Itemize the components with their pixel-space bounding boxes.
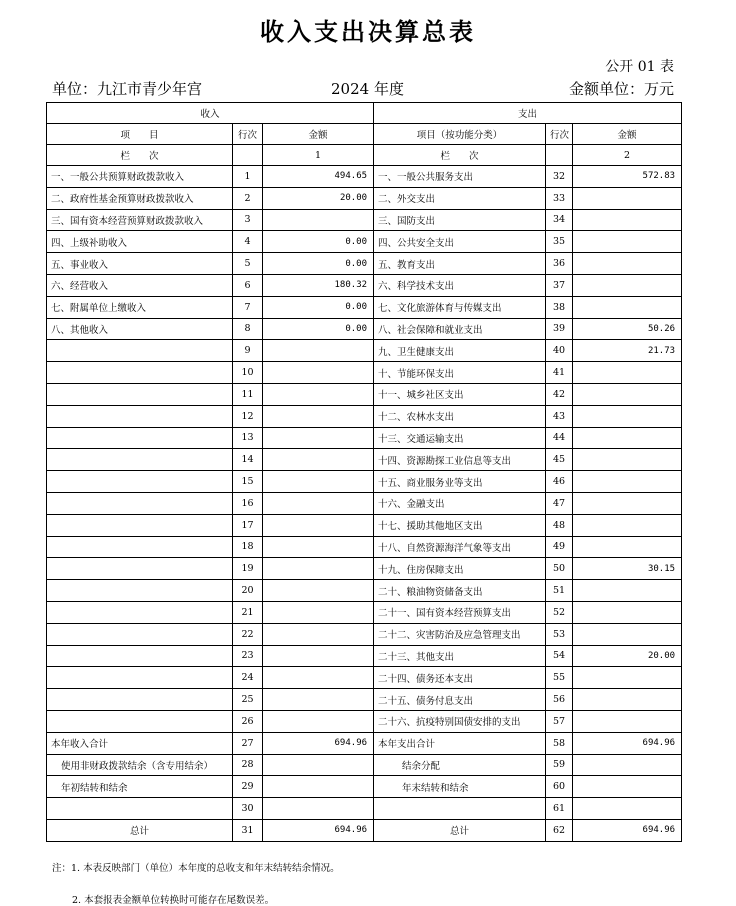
expense-item-cell: 年末结转和结余 bbox=[374, 776, 546, 798]
table-row bbox=[47, 754, 682, 776]
expense-item-cell: 五、教育支出 bbox=[374, 253, 546, 275]
expense-amount-cell bbox=[573, 274, 682, 296]
expense-item-cell: 十三、交通运输支出 bbox=[374, 427, 546, 449]
expense-amount-cell bbox=[573, 405, 682, 427]
expense-amount-cell bbox=[573, 362, 682, 384]
income-item-header: 项 目 bbox=[47, 124, 233, 145]
income-line-cell: 24 bbox=[233, 667, 263, 689]
expense-amount-cell: 21.73 bbox=[573, 340, 682, 362]
table-row bbox=[47, 427, 682, 449]
expense-amount-cell bbox=[573, 710, 682, 732]
expense-item-cell: 本年支出合计 bbox=[374, 732, 546, 754]
expense-amount-cell bbox=[573, 536, 682, 558]
table-row bbox=[47, 645, 682, 667]
table-row bbox=[47, 231, 682, 253]
expense-line-cell: 35 bbox=[546, 231, 573, 253]
expense-line-cell: 51 bbox=[546, 580, 573, 602]
expense-amount-cell bbox=[573, 471, 682, 493]
expense-line-cell: 61 bbox=[546, 798, 573, 820]
income-line-cell: 13 bbox=[233, 427, 263, 449]
expense-item-cell: 十七、援助其他地区支出 bbox=[374, 514, 546, 536]
income-item-cell: 本年收入合计 bbox=[47, 732, 233, 754]
table-row bbox=[47, 667, 682, 689]
income-item-cell: 六、经营收入 bbox=[47, 274, 233, 296]
income-amount-cell bbox=[263, 383, 374, 405]
income-amount-cell bbox=[263, 514, 374, 536]
expense-item-cell: 八、社会保障和就业支出 bbox=[374, 318, 546, 340]
income-line-cell: 22 bbox=[233, 623, 263, 645]
expense-item-cell: 七、文化旅游体育与传媒支出 bbox=[374, 296, 546, 318]
expense-amount-cell bbox=[573, 514, 682, 536]
expense-line-cell: 45 bbox=[546, 449, 573, 471]
table-row bbox=[47, 209, 682, 231]
unit-name: 单位：九江市青少年宫 bbox=[52, 80, 203, 98]
income-col-line-blank bbox=[233, 145, 263, 166]
income-amount-cell bbox=[263, 580, 374, 602]
summary-table bbox=[46, 102, 682, 842]
expense-item-cell: 十四、资源勘探工业信息等支出 bbox=[374, 449, 546, 471]
income-line-cell: 29 bbox=[233, 776, 263, 798]
expense-line-cell: 58 bbox=[546, 732, 573, 754]
expense-amount-cell bbox=[573, 209, 682, 231]
fiscal-year: 2024 年度 bbox=[331, 80, 404, 98]
expense-line-cell: 42 bbox=[546, 383, 573, 405]
expense-amount-cell bbox=[573, 231, 682, 253]
page-title: 收入支出决算总表 bbox=[260, 18, 476, 46]
income-amount-cell: 0.00 bbox=[263, 231, 374, 253]
income-line-cell: 23 bbox=[233, 645, 263, 667]
expense-line-cell: 56 bbox=[546, 689, 573, 711]
header-row-sections bbox=[47, 103, 682, 124]
income-item-cell bbox=[47, 449, 233, 471]
income-line-cell: 20 bbox=[233, 580, 263, 602]
income-line-cell: 6 bbox=[233, 274, 263, 296]
income-line-cell: 30 bbox=[233, 798, 263, 820]
expense-item-cell: 二、外交支出 bbox=[374, 187, 546, 209]
form-number: 公开 01 表 bbox=[605, 59, 674, 75]
expense-amount-cell bbox=[573, 754, 682, 776]
table-row bbox=[47, 187, 682, 209]
expense-amount-header: 金额 bbox=[573, 124, 682, 145]
income-item-cell bbox=[47, 427, 233, 449]
expense-item-cell: 二十、粮油物资储备支出 bbox=[374, 580, 546, 602]
expense-item-cell: 二十三、其他支出 bbox=[374, 645, 546, 667]
expense-line-cell: 32 bbox=[546, 166, 573, 188]
expense-amount-cell: 694.96 bbox=[573, 732, 682, 754]
table-row bbox=[47, 710, 682, 732]
income-amount-cell bbox=[263, 689, 374, 711]
income-item-cell: 二、政府性基金预算财政拨款收入 bbox=[47, 187, 233, 209]
income-amount-cell: 694.96 bbox=[263, 732, 374, 754]
income-item-cell: 一、一般公共预算财政拨款收入 bbox=[47, 166, 233, 188]
expense-item-cell: 十二、农林水支出 bbox=[374, 405, 546, 427]
income-item-cell: 五、事业收入 bbox=[47, 253, 233, 275]
expense-amount-cell bbox=[573, 623, 682, 645]
expense-line-cell: 46 bbox=[546, 471, 573, 493]
expense-line-cell: 36 bbox=[546, 253, 573, 275]
expense-item-header: 项目（按功能分类） bbox=[374, 124, 546, 145]
income-item-cell bbox=[47, 667, 233, 689]
table-row bbox=[47, 166, 682, 188]
expense-amount-cell bbox=[573, 580, 682, 602]
expense-item-cell: 十五、商业服务业等支出 bbox=[374, 471, 546, 493]
table-row bbox=[47, 776, 682, 798]
expense-line-cell: 55 bbox=[546, 667, 573, 689]
income-line-cell: 5 bbox=[233, 253, 263, 275]
income-item-cell bbox=[47, 798, 233, 820]
income-line-cell: 28 bbox=[233, 754, 263, 776]
income-amount-cell: 494.65 bbox=[263, 166, 374, 188]
table-row bbox=[47, 296, 682, 318]
expense-line-cell: 62 bbox=[546, 819, 573, 841]
income-line-cell: 19 bbox=[233, 558, 263, 580]
expense-amount-cell: 572.83 bbox=[573, 166, 682, 188]
table-row bbox=[47, 558, 682, 580]
income-line-cell: 9 bbox=[233, 340, 263, 362]
income-line-cell: 25 bbox=[233, 689, 263, 711]
expense-amount-cell bbox=[573, 776, 682, 798]
income-amount-cell bbox=[263, 645, 374, 667]
income-amount-cell bbox=[263, 667, 374, 689]
expense-amount-cell bbox=[573, 187, 682, 209]
income-item-cell: 四、上级补助收入 bbox=[47, 231, 233, 253]
expense-line-cell: 48 bbox=[546, 514, 573, 536]
income-amount-cell bbox=[263, 601, 374, 623]
header-row-column-numbers bbox=[47, 145, 682, 166]
header-row-columns bbox=[47, 124, 682, 145]
expense-line-cell: 34 bbox=[546, 209, 573, 231]
expense-item-cell: 二十五、债务付息支出 bbox=[374, 689, 546, 711]
income-line-cell: 26 bbox=[233, 710, 263, 732]
expense-line-cell: 40 bbox=[546, 340, 573, 362]
table-row bbox=[47, 383, 682, 405]
expense-line-cell: 44 bbox=[546, 427, 573, 449]
income-amount-cell bbox=[263, 405, 374, 427]
expense-amount-cell bbox=[573, 689, 682, 711]
expense-item-cell: 六、科学技术支出 bbox=[374, 274, 546, 296]
income-item-cell: 三、国有资本经营预算财政拨款收入 bbox=[47, 209, 233, 231]
expense-amount-cell: 30.15 bbox=[573, 558, 682, 580]
income-amount-cell bbox=[263, 558, 374, 580]
income-amount-cell bbox=[263, 798, 374, 820]
expense-amount-cell bbox=[573, 253, 682, 275]
expense-section-header: 支出 bbox=[374, 103, 682, 124]
income-line-header: 行次 bbox=[233, 124, 263, 145]
income-line-cell: 16 bbox=[233, 492, 263, 514]
income-amount-cell: 694.96 bbox=[263, 819, 374, 841]
expense-item-cell: 总计 bbox=[374, 819, 546, 841]
table-row bbox=[47, 580, 682, 602]
income-line-cell: 12 bbox=[233, 405, 263, 427]
income-item-cell bbox=[47, 580, 233, 602]
expense-item-cell: 十九、住房保障支出 bbox=[374, 558, 546, 580]
expense-item-cell: 十六、金融支出 bbox=[374, 492, 546, 514]
expense-line-cell: 33 bbox=[546, 187, 573, 209]
income-item-cell bbox=[47, 710, 233, 732]
expense-line-cell: 60 bbox=[546, 776, 573, 798]
expense-item-cell: 十八、自然资源海洋气象等支出 bbox=[374, 536, 546, 558]
income-line-cell: 7 bbox=[233, 296, 263, 318]
expense-line-cell: 37 bbox=[546, 274, 573, 296]
expense-amount-cell bbox=[573, 667, 682, 689]
table-row bbox=[47, 623, 682, 645]
expense-amount-cell bbox=[573, 449, 682, 471]
expense-amount-cell bbox=[573, 427, 682, 449]
income-line-cell: 14 bbox=[233, 449, 263, 471]
income-amount-cell bbox=[263, 209, 374, 231]
income-item-cell bbox=[47, 601, 233, 623]
expense-col-line-blank bbox=[546, 145, 573, 166]
expense-item-cell: 四、公共安全支出 bbox=[374, 231, 546, 253]
income-amount-cell: 0.00 bbox=[263, 253, 374, 275]
note-1: 注：1. 本表反映部门（单位）本年度的总收支和年末结转结余情况。 bbox=[52, 863, 340, 874]
income-amount-cell: 20.00 bbox=[263, 187, 374, 209]
expense-amount-cell bbox=[573, 798, 682, 820]
income-amount-cell bbox=[263, 340, 374, 362]
income-item-cell: 总计 bbox=[47, 819, 233, 841]
income-item-cell bbox=[47, 689, 233, 711]
expense-item-cell: 二十六、抗疫特别国债安排的支出 bbox=[374, 710, 546, 732]
expense-line-cell: 41 bbox=[546, 362, 573, 384]
expense-line-cell: 52 bbox=[546, 601, 573, 623]
income-line-cell: 11 bbox=[233, 383, 263, 405]
income-item-cell: 年初结转和结余 bbox=[47, 776, 233, 798]
expense-amount-cell bbox=[573, 296, 682, 318]
table-row bbox=[47, 492, 682, 514]
note-2: 2. 本套报表金额单位转换时可能存在尾数误差。 bbox=[72, 895, 275, 906]
table-row bbox=[47, 536, 682, 558]
income-line-cell: 17 bbox=[233, 514, 263, 536]
income-amount-cell: 0.00 bbox=[263, 296, 374, 318]
table-row bbox=[47, 819, 682, 841]
expense-item-cell: 二十四、债务还本支出 bbox=[374, 667, 546, 689]
table-row bbox=[47, 514, 682, 536]
expense-amount-cell bbox=[573, 383, 682, 405]
expense-item-cell: 三、国防支出 bbox=[374, 209, 546, 231]
expense-line-cell: 54 bbox=[546, 645, 573, 667]
table-row bbox=[47, 274, 682, 296]
income-amount-cell bbox=[263, 776, 374, 798]
income-amount-cell: 0.00 bbox=[263, 318, 374, 340]
income-item-cell bbox=[47, 405, 233, 427]
expense-line-cell: 50 bbox=[546, 558, 573, 580]
income-amount-cell bbox=[263, 362, 374, 384]
expense-item-cell: 结余分配 bbox=[374, 754, 546, 776]
money-unit: 金额单位：万元 bbox=[568, 80, 674, 98]
income-line-cell: 1 bbox=[233, 166, 263, 188]
income-line-cell: 10 bbox=[233, 362, 263, 384]
table-row bbox=[47, 318, 682, 340]
income-amount-cell bbox=[263, 471, 374, 493]
income-amount-cell bbox=[263, 449, 374, 471]
expense-line-cell: 53 bbox=[546, 623, 573, 645]
expense-line-cell: 47 bbox=[546, 492, 573, 514]
income-amount-cell bbox=[263, 710, 374, 732]
income-item-cell bbox=[47, 623, 233, 645]
income-item-cell bbox=[47, 645, 233, 667]
table-row bbox=[47, 798, 682, 820]
expense-item-cell: 九、卫生健康支出 bbox=[374, 340, 546, 362]
table-row bbox=[47, 601, 682, 623]
income-item-cell bbox=[47, 471, 233, 493]
income-amount-cell bbox=[263, 536, 374, 558]
expense-amount-cell: 694.96 bbox=[573, 819, 682, 841]
expense-item-cell: 一、一般公共服务支出 bbox=[374, 166, 546, 188]
table-row bbox=[47, 362, 682, 384]
income-item-cell bbox=[47, 383, 233, 405]
expense-amount-cell bbox=[573, 492, 682, 514]
expense-item-cell: 二十一、国有资本经营预算支出 bbox=[374, 601, 546, 623]
income-amount-cell bbox=[263, 754, 374, 776]
expense-col-label: 栏 次 bbox=[374, 145, 546, 166]
table-row bbox=[47, 405, 682, 427]
income-line-cell: 18 bbox=[233, 536, 263, 558]
expense-line-cell: 49 bbox=[546, 536, 573, 558]
income-item-cell: 七、附属单位上缴收入 bbox=[47, 296, 233, 318]
expense-amount-cell: 20.00 bbox=[573, 645, 682, 667]
income-item-cell: 八、其他收入 bbox=[47, 318, 233, 340]
income-line-cell: 2 bbox=[233, 187, 263, 209]
table-row bbox=[47, 732, 682, 754]
income-item-cell bbox=[47, 492, 233, 514]
income-item-cell bbox=[47, 536, 233, 558]
table-row bbox=[47, 449, 682, 471]
income-line-cell: 8 bbox=[233, 318, 263, 340]
expense-line-header: 行次 bbox=[546, 124, 573, 145]
expense-line-cell: 59 bbox=[546, 754, 573, 776]
income-line-cell: 31 bbox=[233, 819, 263, 841]
expense-item-cell: 二十二、灾害防治及应急管理支出 bbox=[374, 623, 546, 645]
income-item-cell bbox=[47, 558, 233, 580]
table-row bbox=[47, 340, 682, 362]
income-item-cell bbox=[47, 514, 233, 536]
expense-item-cell bbox=[374, 798, 546, 820]
income-line-cell: 4 bbox=[233, 231, 263, 253]
income-section-header: 收入 bbox=[47, 103, 374, 124]
expense-item-cell: 十一、城乡社区支出 bbox=[374, 383, 546, 405]
expense-line-cell: 57 bbox=[546, 710, 573, 732]
expense-line-cell: 38 bbox=[546, 296, 573, 318]
income-amount-cell: 180.32 bbox=[263, 274, 374, 296]
expense-col-number: 2 bbox=[573, 145, 682, 166]
table-row bbox=[47, 253, 682, 275]
income-amount-cell bbox=[263, 492, 374, 514]
income-amount-header: 金额 bbox=[263, 124, 374, 145]
expense-line-cell: 43 bbox=[546, 405, 573, 427]
income-amount-cell bbox=[263, 427, 374, 449]
income-item-cell bbox=[47, 340, 233, 362]
income-line-cell: 15 bbox=[233, 471, 263, 493]
expense-line-cell: 39 bbox=[546, 318, 573, 340]
income-col-number: 1 bbox=[263, 145, 374, 166]
expense-amount-cell bbox=[573, 601, 682, 623]
expense-amount-cell: 50.26 bbox=[573, 318, 682, 340]
income-amount-cell bbox=[263, 623, 374, 645]
income-line-cell: 21 bbox=[233, 601, 263, 623]
table-row bbox=[47, 689, 682, 711]
income-line-cell: 3 bbox=[233, 209, 263, 231]
income-item-cell bbox=[47, 362, 233, 384]
income-col-label: 栏 次 bbox=[47, 145, 233, 166]
expense-item-cell: 十、节能环保支出 bbox=[374, 362, 546, 384]
income-item-cell: 使用非财政拨款结余（含专用结余） bbox=[47, 754, 233, 776]
table-row bbox=[47, 471, 682, 493]
income-line-cell: 27 bbox=[233, 732, 263, 754]
